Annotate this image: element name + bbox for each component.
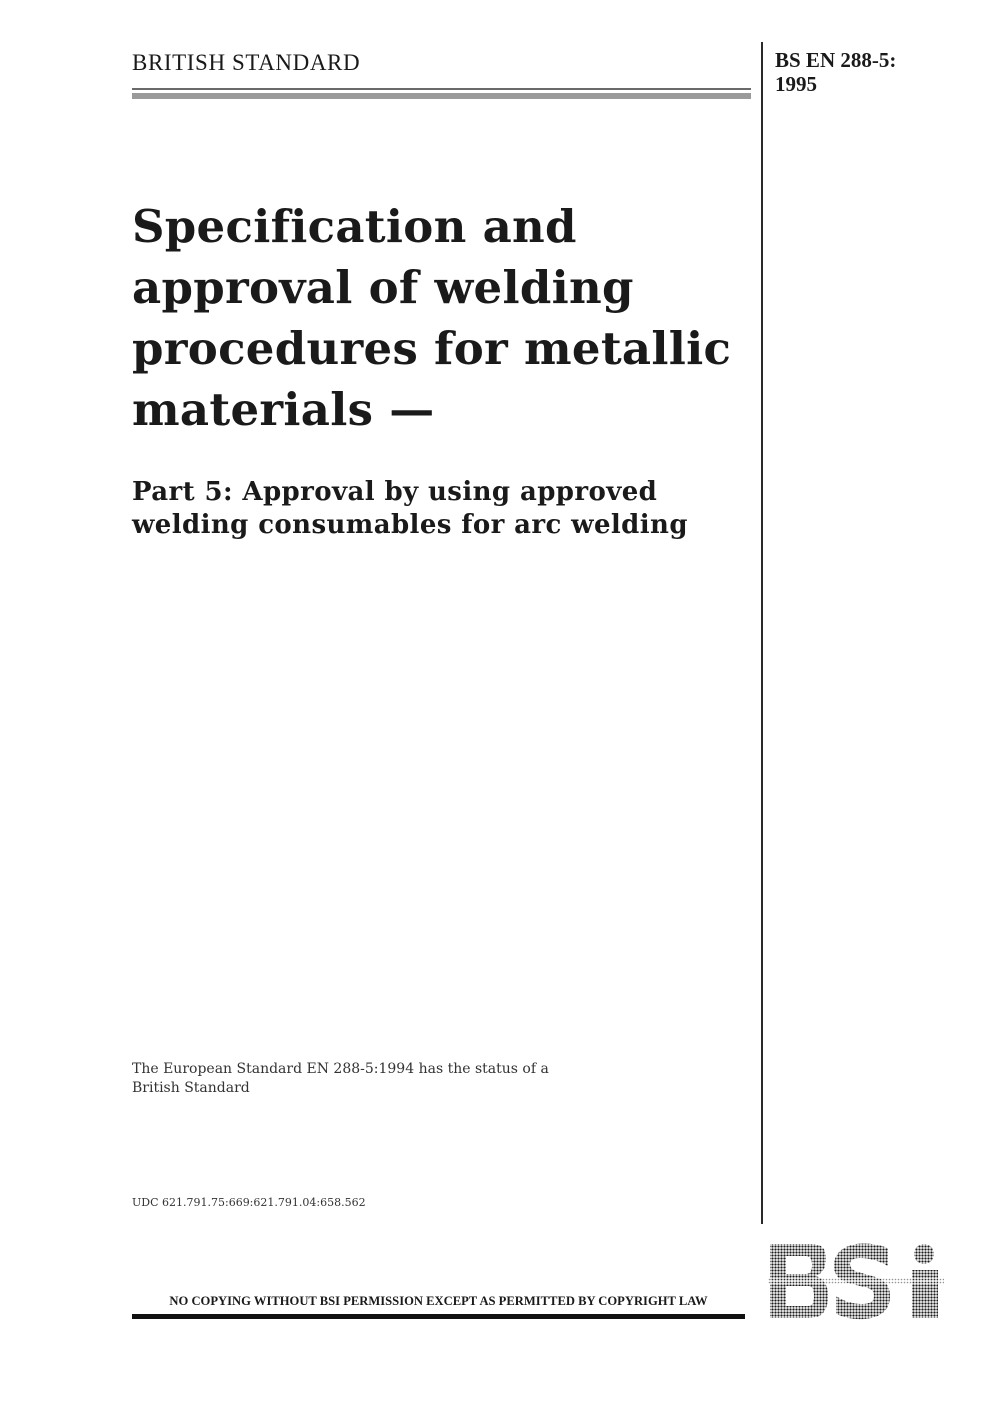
footer-rule bbox=[132, 1314, 745, 1319]
document-subtitle: Part 5: Approval by using approved welding consumables for arc welding bbox=[132, 477, 688, 540]
status-note: The European Standard EN 288-5:1994 has the status of a British Standard bbox=[132, 1061, 549, 1096]
udc-code: UDC 621.791.75:669:621.791.04:658.562 bbox=[132, 1196, 366, 1209]
header-rule bbox=[132, 88, 751, 90]
document-number: BS EN 288-5: 1995 bbox=[775, 48, 897, 96]
vertical-divider bbox=[761, 42, 763, 1224]
header-rule-shaded bbox=[132, 93, 751, 99]
bsi-logo-icon bbox=[768, 1242, 944, 1320]
document-title: Specification and approval of welding procedures for metallic materials — bbox=[132, 200, 732, 436]
copyright-notice: NO COPYING WITHOUT BSI PERMISSION EXCEPT AS PERMITTED BY COPYRIGHT LAW bbox=[169, 1294, 708, 1308]
header-label: BRITISH STANDARD bbox=[132, 50, 361, 75]
